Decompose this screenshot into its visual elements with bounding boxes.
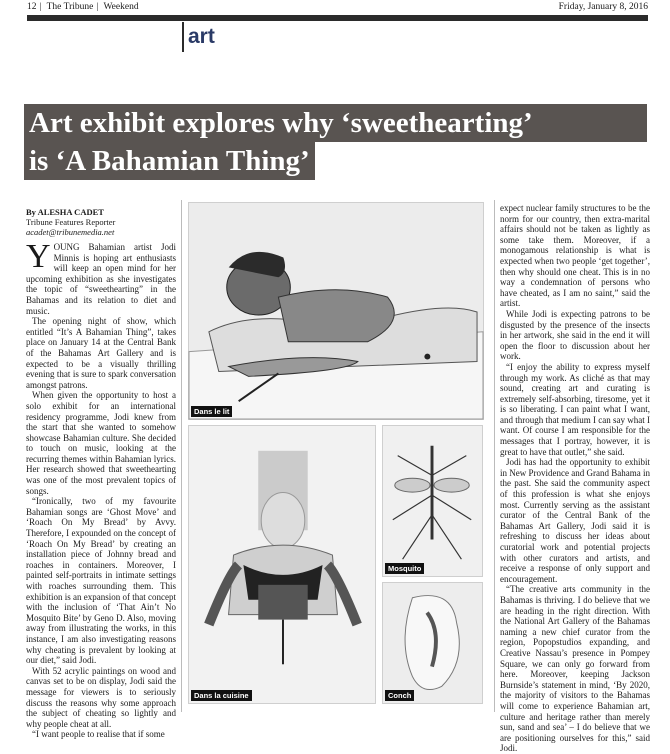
page-number: 12 [27,2,37,12]
paragraph: “Ironically, two of my favourite Bahamian songs are ‘Ghost Move’ and ‘Roach On My Bread’ by Avvy. Therefore, I expounded on the concept of ‘Roach On My Bread’ by creating an installation piece of Johnny bread and roaches in containers. Moreover, I painted self-portraits in intimate settings with roaches surrounding them. This exhibition is an expansion of that concept with the inclusion of ‘That Ain’t No Mosquito Bite’ by Geno D. Also, moving away from illustrating the works, in this instance, I am also investigating reasons why cheating is prevalent by looking at our diet,” said Jodi. [26,496,176,666]
header-rule [27,15,648,21]
paragraph: YOUNG Bahamian artist Jodi Minnis is hoping art enthusiasts will keep an open mind for her upcoming exhibition as she investigates the topic of “sweethearting” in the Bahamas and its relation to diet and music. [26,238,176,316]
caption-conch: Conch [385,690,414,701]
headline-line-2: is ‘A Bahamian Thing’ [24,142,315,180]
paragraph: “I want people to realise that if some [32,729,165,740]
paragraph: “The creative arts community in the Bahamas is thriving. I do believe that we are heading in the right direction. With the National Art Gallery of the Bahamas naming a new chief curator from the region, Popopstudios expanding, and Creative Nassau’s presence in Pompey Square, we can only go forward from here. Moreover, keeping Jackson Burnside’s statement in mind, ‘By 2020, the majority of visitors to the Bahamas will come to experience Bahamian art, culture and heritage rather than merely sun, sand and sea’ – I do believe that we are positioning ourselves for this,” said Jodi. [500,584,650,754]
caption-mosquito: Mosquito [385,563,424,574]
artwork-dans-la-cuisine [188,425,376,704]
page-header: 12 | The Tribune | Weekend Friday, January 8, 2016 [27,2,648,16]
paragraph: expect nuclear family structures to be the norm for our country, then extra-marital affairs should not be taken as lightly as some take them. Moreover, if a monogamous relationship is what is expected when two people ‘get together’, then why should one cheat. This is in no way a condemnation of persons who have cheated, as I am no saint,” said the artist. [500,203,650,309]
artwork-mosquito [382,425,483,577]
section-name: Weekend [103,2,139,12]
issue-date: Friday, January 8, 2016 [558,2,648,12]
article-column-3 [500,203,650,754]
drop-cap: Y [26,238,51,275]
section-label: art [182,22,215,52]
paragraph: Jodi has had the opportunity to exhibit in New Providence and Grand Bahama in the past. She said the community aspect of this profession is what she enjoys most. Currently serving as the assistant curator of the Central Bank of the Bahamas Art Gallery, Jodi said it is refreshing to discuss her ideas about curatorial work and potential projects with other curators and artists, and receive a response of only support and encouragement. [500,457,650,584]
paper-name: The Tribune [46,2,94,12]
paragraph: While Jodi is expecting patrons to be disgusted by the presence of the insects in her artwork, she said in the end it will open the floor to discussion about her work. [500,308,650,362]
artwork-dans-le-lit [188,202,484,420]
artwork-conch [382,582,483,704]
byline-name: By ALESHA CADET [26,207,104,217]
byline-email: acadet@tribunemedia.net [26,227,115,237]
caption-dans-la-cuisine: Dans la cuisine [191,690,252,701]
paragraph: With 52 acrylic paintings on wood and canvas set to be on display, Jodi said the message for viewers is to seriously discuss the reasons why some approach the subject of cheating so lightly and why people cheat at all. [26,665,176,729]
byline-role: Tribune Features Reporter [26,217,116,227]
paragraph: When given the opportunity to host a solo exhibit for an international residency programme, Jodi knew from the start that she wanted to somehow showcase Bahamian culture. She decided to touch on music, looking at the recurring themes within Bahamian lyrics. Her research showed that sweethearting was one of the most prevalent topics of songs. [26,390,176,496]
paragraph: “I enjoy the ability to express myself through my work. As cliché as that may sound, creating art and curating is extremely self-absorbing, tiresome, yet it is so liberating. I can paint what I want, and through that medium I can say what I want. Of course I am responsible for the messages that I portray, however, it is great to have that outlet,” she said. [500,361,650,457]
headline-line-1: Art exhibit explores why ‘sweethearting’ [24,104,647,142]
paragraph: The opening night of show, which entitled “It’s A Bahamian Thing”, takes place on January 14 at the Central Bank of the Bahamas Art Gallery and is expected to be a visually thrilling evening that is sure to spark conversation amongst patrons. [26,316,176,390]
caption-dans-le-lit: Dans le lit [191,406,232,417]
column-divider [181,200,182,712]
article-column-1 [26,207,176,740]
column-divider [494,200,495,712]
